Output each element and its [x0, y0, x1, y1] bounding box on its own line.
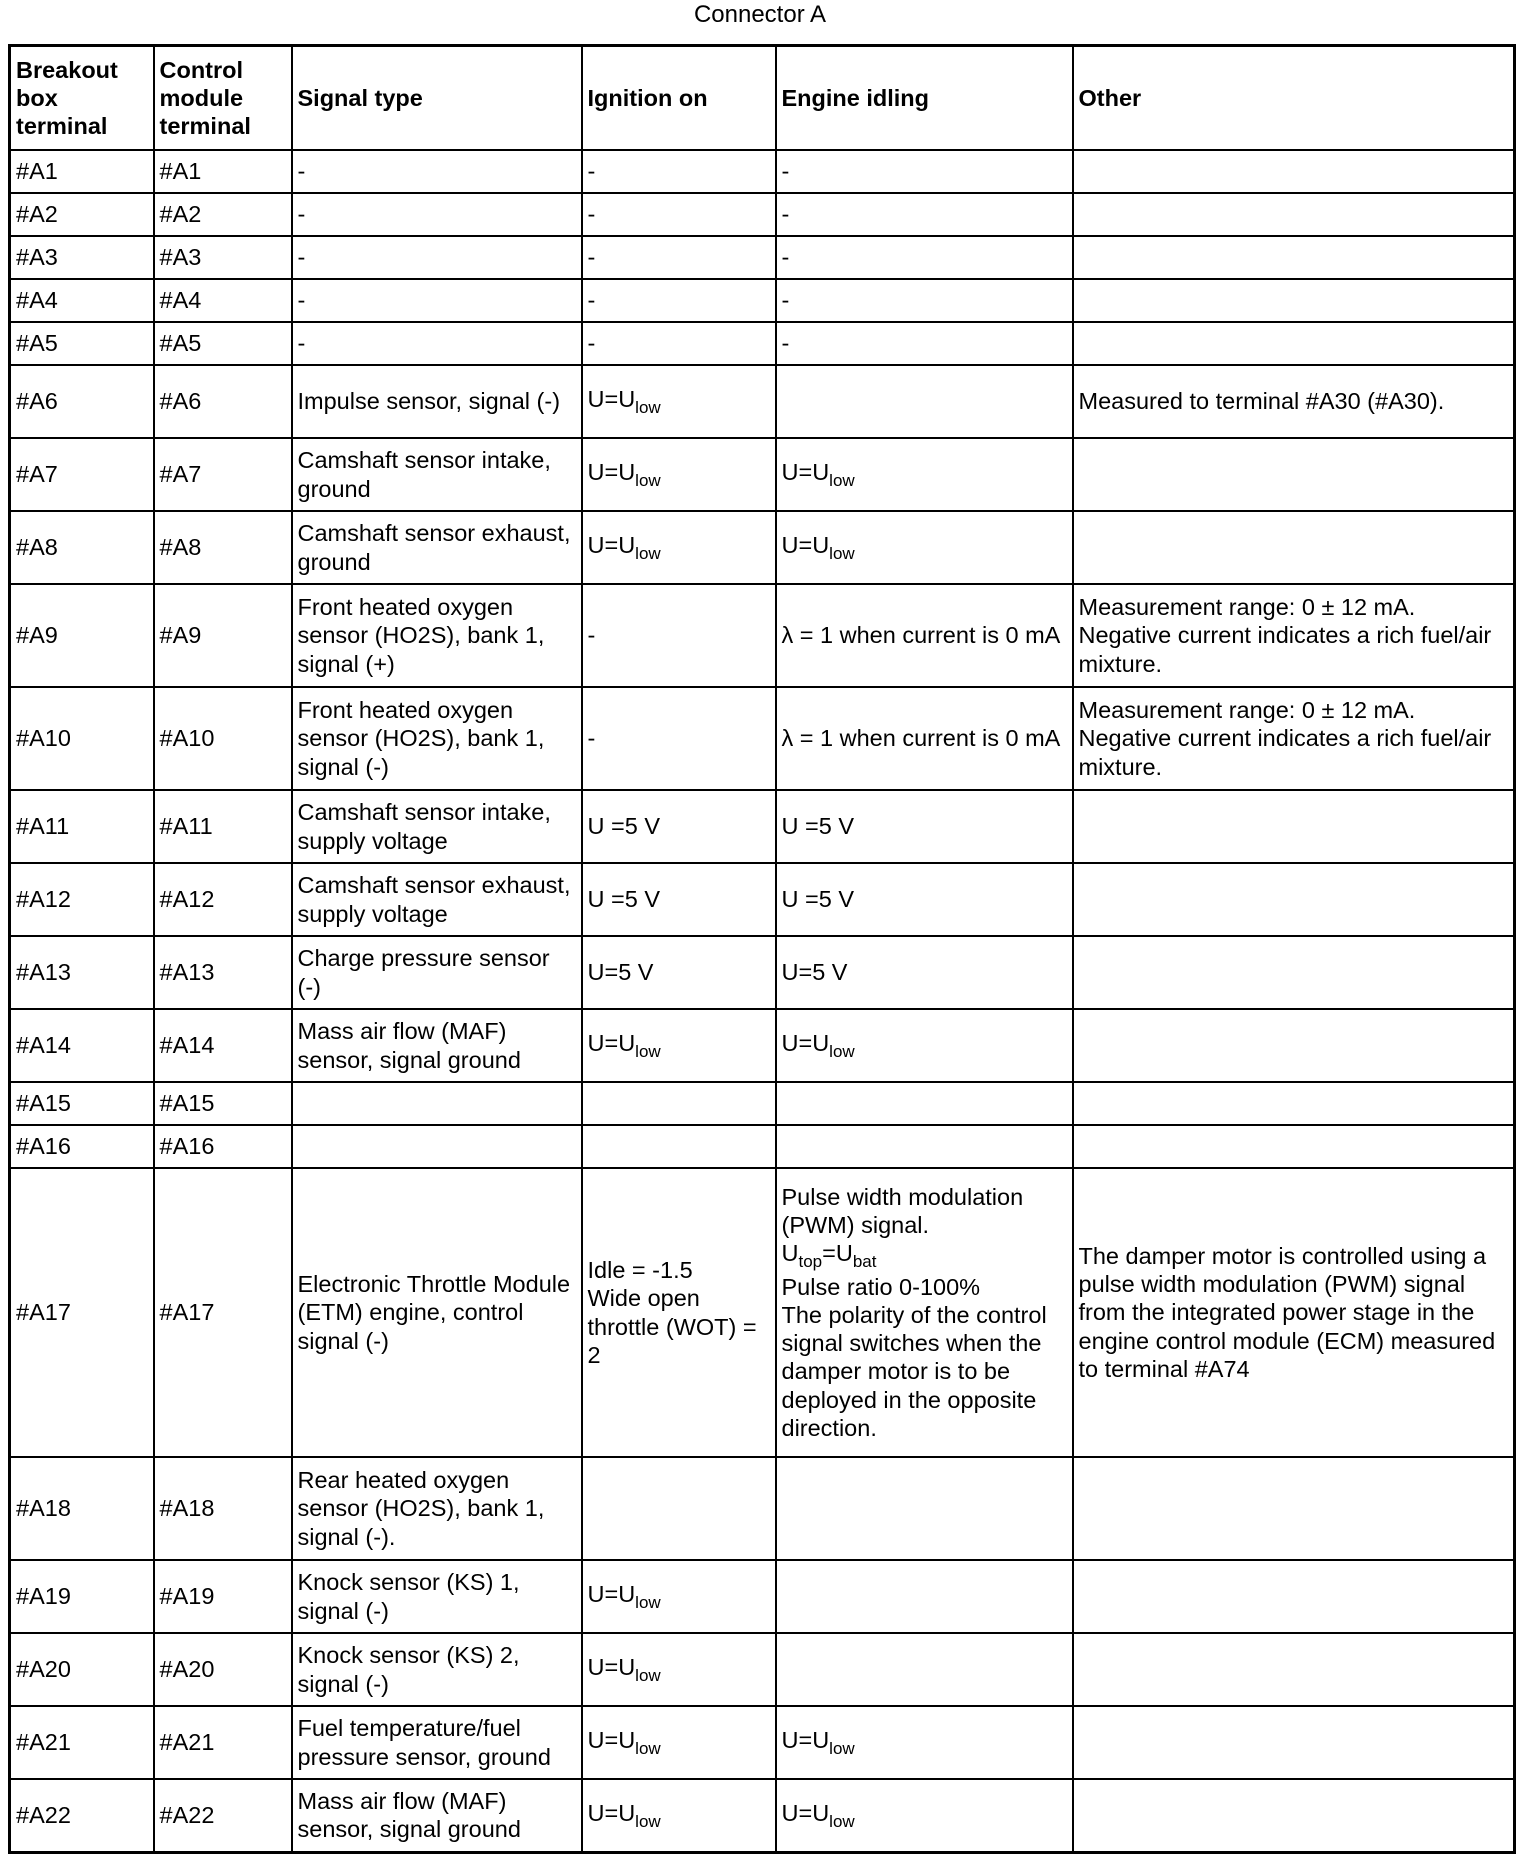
cell-signal-type: Mass air flow (MAF) sensor, signal ground: [292, 1009, 582, 1082]
cell-ignition-on: [582, 1125, 776, 1168]
cell-ignition-on: [582, 1009, 776, 1082]
cell-engine-idling: [776, 365, 1073, 438]
table-row: [10, 687, 1515, 790]
cell-engine-idling: U =5 V: [776, 863, 1073, 936]
table-row: [10, 1125, 1515, 1168]
cell-signal-type: Impulse sensor, signal (-): [292, 365, 582, 438]
cell-other: Measurement range: 0 ± 12 mA. Negative current indicates a rich fuel/air mixture.: [1073, 584, 1515, 687]
cell-signal-type: Mass air flow (MAF) sensor, signal ground: [292, 1779, 582, 1852]
cell-other: [1073, 1457, 1515, 1560]
cell-other: [1073, 1706, 1515, 1779]
subscript: bat: [852, 1252, 877, 1272]
cell-control-module-terminal: #A15: [154, 1082, 292, 1125]
cell-ignition-on: [582, 1706, 776, 1779]
cell-other: [1073, 1082, 1515, 1125]
cell-breakout-box-terminal: #A4: [10, 279, 154, 322]
table-row: [10, 279, 1515, 322]
cell-engine-idling: [776, 1779, 1073, 1852]
table-row: [10, 584, 1515, 687]
cell-engine-idling: [776, 1457, 1073, 1560]
cell-control-module-terminal: #A11: [154, 790, 292, 863]
cell-breakout-box-terminal: #A13: [10, 936, 154, 1009]
subscript: low: [635, 1665, 661, 1685]
subscript: low: [829, 1738, 855, 1758]
cell-ignition-on: Idle = -1.5 Wide open throttle (WOT) = 2: [582, 1168, 776, 1457]
table-row: [10, 236, 1515, 279]
subscript: low: [829, 543, 855, 563]
cell-engine-idling: -: [776, 236, 1073, 279]
cell-control-module-terminal: #A22: [154, 1779, 292, 1852]
cell-control-module-terminal: #A19: [154, 1560, 292, 1633]
header-other: Other: [1073, 46, 1515, 151]
cell-breakout-box-terminal: #A19: [10, 1560, 154, 1633]
cell-text: U=U: [587, 1799, 636, 1826]
connector-table: [8, 44, 1516, 1854]
cell-other: [1073, 511, 1515, 584]
cell-control-module-terminal: #A3: [154, 236, 292, 279]
cell-control-module-terminal: #A12: [154, 863, 292, 936]
subscript: top: [798, 1252, 823, 1272]
cell-text: U=U: [587, 1029, 636, 1056]
cell-signal-type: Camshaft sensor intake, supply voltage: [292, 790, 582, 863]
cell-ignition-on: U =5 V: [582, 790, 776, 863]
subscript: low: [635, 1738, 661, 1758]
cell-signal-type: [292, 1125, 582, 1168]
cell-breakout-box-terminal: #A20: [10, 1633, 154, 1706]
cell-signal-type: Camshaft sensor exhaust, ground: [292, 511, 582, 584]
cell-ignition-on: [582, 1779, 776, 1852]
cell-engine-idling: [776, 1125, 1073, 1168]
cell-control-module-terminal: #A4: [154, 279, 292, 322]
cell-engine-idling: [776, 1168, 1073, 1457]
cell-control-module-terminal: #A5: [154, 322, 292, 365]
cell-breakout-box-terminal: #A5: [10, 322, 154, 365]
cell-breakout-box-terminal: #A7: [10, 438, 154, 511]
cell-control-module-terminal: #A2: [154, 193, 292, 236]
cell-ignition-on: U=5 V: [582, 936, 776, 1009]
cell-signal-type: [292, 1082, 582, 1125]
cell-signal-type: Charge pressure sensor (-): [292, 936, 582, 1009]
cell-breakout-box-terminal: #A22: [10, 1779, 154, 1852]
cell-signal-type: Front heated oxygen sensor (HO2S), bank 1, signal (-): [292, 687, 582, 790]
cell-signal-type: Fuel temperature/fuel pressure sensor, ground: [292, 1706, 582, 1779]
table-row: [10, 365, 1515, 438]
cell-engine-idling: [776, 1706, 1073, 1779]
header-breakout-box-terminal: Breakout box terminal: [10, 46, 154, 151]
table-title: Connector A: [693, 1, 827, 28]
cell-text: =U: [822, 1240, 853, 1267]
table-row: [10, 863, 1515, 936]
cell-other: [1073, 1779, 1515, 1852]
table-row: [10, 193, 1515, 236]
subscript: low: [635, 1811, 661, 1831]
cell-breakout-box-terminal: #A17: [10, 1168, 154, 1457]
table-row: [10, 790, 1515, 863]
cell-text: Pulse ratio 0-100% The polarity of the control signal switches when the damper motor is to be deployed in the opposite direction.: [781, 1273, 1047, 1441]
cell-breakout-box-terminal: #A18: [10, 1457, 154, 1560]
cell-text: U=U: [587, 458, 636, 485]
cell-engine-idling: -: [776, 279, 1073, 322]
cell-other: [1073, 150, 1515, 193]
cell-ignition-on: [582, 511, 776, 584]
cell-ignition-on: -: [582, 279, 776, 322]
cell-other: [1073, 790, 1515, 863]
cell-other: [1073, 438, 1515, 511]
cell-other: [1073, 236, 1515, 279]
subscript: low: [635, 397, 661, 417]
cell-breakout-box-terminal: #A12: [10, 863, 154, 936]
subscript: low: [829, 1811, 855, 1831]
cell-text: U=U: [587, 1653, 636, 1680]
table-row: [10, 322, 1515, 365]
cell-text: U=U: [781, 1726, 830, 1753]
cell-signal-type: -: [292, 322, 582, 365]
table-row: [10, 1633, 1515, 1706]
cell-engine-idling: [776, 1560, 1073, 1633]
table-row: [10, 1168, 1515, 1457]
cell-engine-idling: [776, 1009, 1073, 1082]
table-row: [10, 438, 1515, 511]
cell-ignition-on: [582, 438, 776, 511]
table-row: [10, 1082, 1515, 1125]
cell-engine-idling: [776, 1082, 1073, 1125]
cell-text: Pulse width modulation (PWM) signal.: [781, 1184, 1024, 1239]
cell-signal-type: -: [292, 193, 582, 236]
cell-signal-type: Knock sensor (KS) 1, signal (-): [292, 1560, 582, 1633]
cell-breakout-box-terminal: #A15: [10, 1082, 154, 1125]
cell-breakout-box-terminal: #A10: [10, 687, 154, 790]
cell-engine-idling: λ = 1 when current is 0 mA: [776, 687, 1073, 790]
cell-text: U=U: [781, 531, 830, 558]
table-row: [10, 150, 1515, 193]
header-engine-idling: Engine idling: [776, 46, 1073, 151]
cell-other: [1073, 193, 1515, 236]
cell-text: U=U: [587, 531, 636, 558]
cell-control-module-terminal: #A7: [154, 438, 292, 511]
cell-breakout-box-terminal: #A3: [10, 236, 154, 279]
cell-text: U=U: [587, 1726, 636, 1753]
header-signal-type: Signal type: [292, 46, 582, 151]
cell-text: U=U: [781, 1029, 830, 1056]
table-row: [10, 511, 1515, 584]
header-ignition-on: Ignition on: [582, 46, 776, 151]
cell-ignition-on: [582, 1633, 776, 1706]
cell-breakout-box-terminal: #A2: [10, 193, 154, 236]
cell-text: U=U: [587, 385, 636, 412]
cell-ignition-on: -: [582, 687, 776, 790]
table-row: [10, 1779, 1515, 1852]
cell-control-module-terminal: #A14: [154, 1009, 292, 1082]
cell-engine-idling: [776, 511, 1073, 584]
table-row: [10, 936, 1515, 1009]
cell-text: U=U: [781, 458, 830, 485]
cell-control-module-terminal: #A18: [154, 1457, 292, 1560]
cell-breakout-box-terminal: #A14: [10, 1009, 154, 1082]
cell-other: [1073, 322, 1515, 365]
table-row: [10, 1457, 1515, 1560]
cell-other: [1073, 1125, 1515, 1168]
cell-control-module-terminal: #A1: [154, 150, 292, 193]
cell-engine-idling: -: [776, 322, 1073, 365]
cell-engine-idling: U=5 V: [776, 936, 1073, 1009]
cell-engine-idling: -: [776, 193, 1073, 236]
cell-text: U=U: [781, 1799, 830, 1826]
table-row: [10, 1560, 1515, 1633]
cell-other: The damper motor is controlled using a pulse width modulation (PWM) signal from the integrated power stage in the engine control module (ECM) measured to terminal #A74: [1073, 1168, 1515, 1457]
cell-engine-idling: [776, 438, 1073, 511]
cell-signal-type: -: [292, 279, 582, 322]
cell-other: [1073, 1560, 1515, 1633]
cell-ignition-on: [582, 365, 776, 438]
cell-signal-type: -: [292, 236, 582, 279]
cell-engine-idling: [776, 1633, 1073, 1706]
cell-ignition-on: [582, 1457, 776, 1560]
cell-ignition-on: -: [582, 236, 776, 279]
cell-signal-type: Camshaft sensor exhaust, supply voltage: [292, 863, 582, 936]
cell-ignition-on: -: [582, 193, 776, 236]
cell-other: [1073, 863, 1515, 936]
cell-breakout-box-terminal: #A9: [10, 584, 154, 687]
table-body: [10, 150, 1515, 1852]
cell-other: Measured to terminal #A30 (#A30).: [1073, 365, 1515, 438]
header-row: [10, 46, 1515, 151]
cell-other: Measurement range: 0 ± 12 mA. Negative current indicates a rich fuel/air mixture.: [1073, 687, 1515, 790]
cell-ignition-on: -: [582, 150, 776, 193]
subscript: low: [829, 470, 855, 490]
cell-control-module-terminal: #A13: [154, 936, 292, 1009]
cell-signal-type: Knock sensor (KS) 2, signal (-): [292, 1633, 582, 1706]
cell-engine-idling: -: [776, 150, 1073, 193]
table-row: [10, 1009, 1515, 1082]
cell-control-module-terminal: #A17: [154, 1168, 292, 1457]
cell-signal-type: Electronic Throttle Module (ETM) engine, control signal (-): [292, 1168, 582, 1457]
cell-ignition-on: [582, 1560, 776, 1633]
cell-text: U=U: [587, 1580, 636, 1607]
cell-ignition-on: U =5 V: [582, 863, 776, 936]
cell-breakout-box-terminal: #A11: [10, 790, 154, 863]
cell-text: U: [781, 1240, 799, 1267]
table-row: [10, 1706, 1515, 1779]
subscript: low: [635, 1041, 661, 1061]
cell-breakout-box-terminal: #A6: [10, 365, 154, 438]
cell-breakout-box-terminal: #A8: [10, 511, 154, 584]
cell-signal-type: Rear heated oxygen sensor (HO2S), bank 1, signal (-).: [292, 1457, 582, 1560]
cell-control-module-terminal: #A10: [154, 687, 292, 790]
subscript: low: [635, 543, 661, 563]
cell-signal-type: Camshaft sensor intake, ground: [292, 438, 582, 511]
cell-control-module-terminal: #A6: [154, 365, 292, 438]
header-control-module-terminal: Control module terminal: [154, 46, 292, 151]
cell-other: [1073, 279, 1515, 322]
subscript: low: [635, 470, 661, 490]
cell-control-module-terminal: #A9: [154, 584, 292, 687]
cell-breakout-box-terminal: #A1: [10, 150, 154, 193]
cell-signal-type: -: [292, 150, 582, 193]
cell-control-module-terminal: #A16: [154, 1125, 292, 1168]
cell-other: [1073, 1633, 1515, 1706]
cell-ignition-on: [582, 1082, 776, 1125]
cell-signal-type: Front heated oxygen sensor (HO2S), bank 1, signal (+): [292, 584, 582, 687]
cell-control-module-terminal: #A21: [154, 1706, 292, 1779]
cell-engine-idling: U =5 V: [776, 790, 1073, 863]
cell-breakout-box-terminal: #A16: [10, 1125, 154, 1168]
cell-ignition-on: -: [582, 584, 776, 687]
cell-ignition-on: -: [582, 322, 776, 365]
subscript: low: [635, 1592, 661, 1612]
cell-other: [1073, 936, 1515, 1009]
cell-breakout-box-terminal: #A21: [10, 1706, 154, 1779]
cell-control-module-terminal: #A8: [154, 511, 292, 584]
subscript: low: [829, 1041, 855, 1061]
cell-control-module-terminal: #A20: [154, 1633, 292, 1706]
cell-other: [1073, 1009, 1515, 1082]
cell-engine-idling: λ = 1 when current is 0 mA: [776, 584, 1073, 687]
